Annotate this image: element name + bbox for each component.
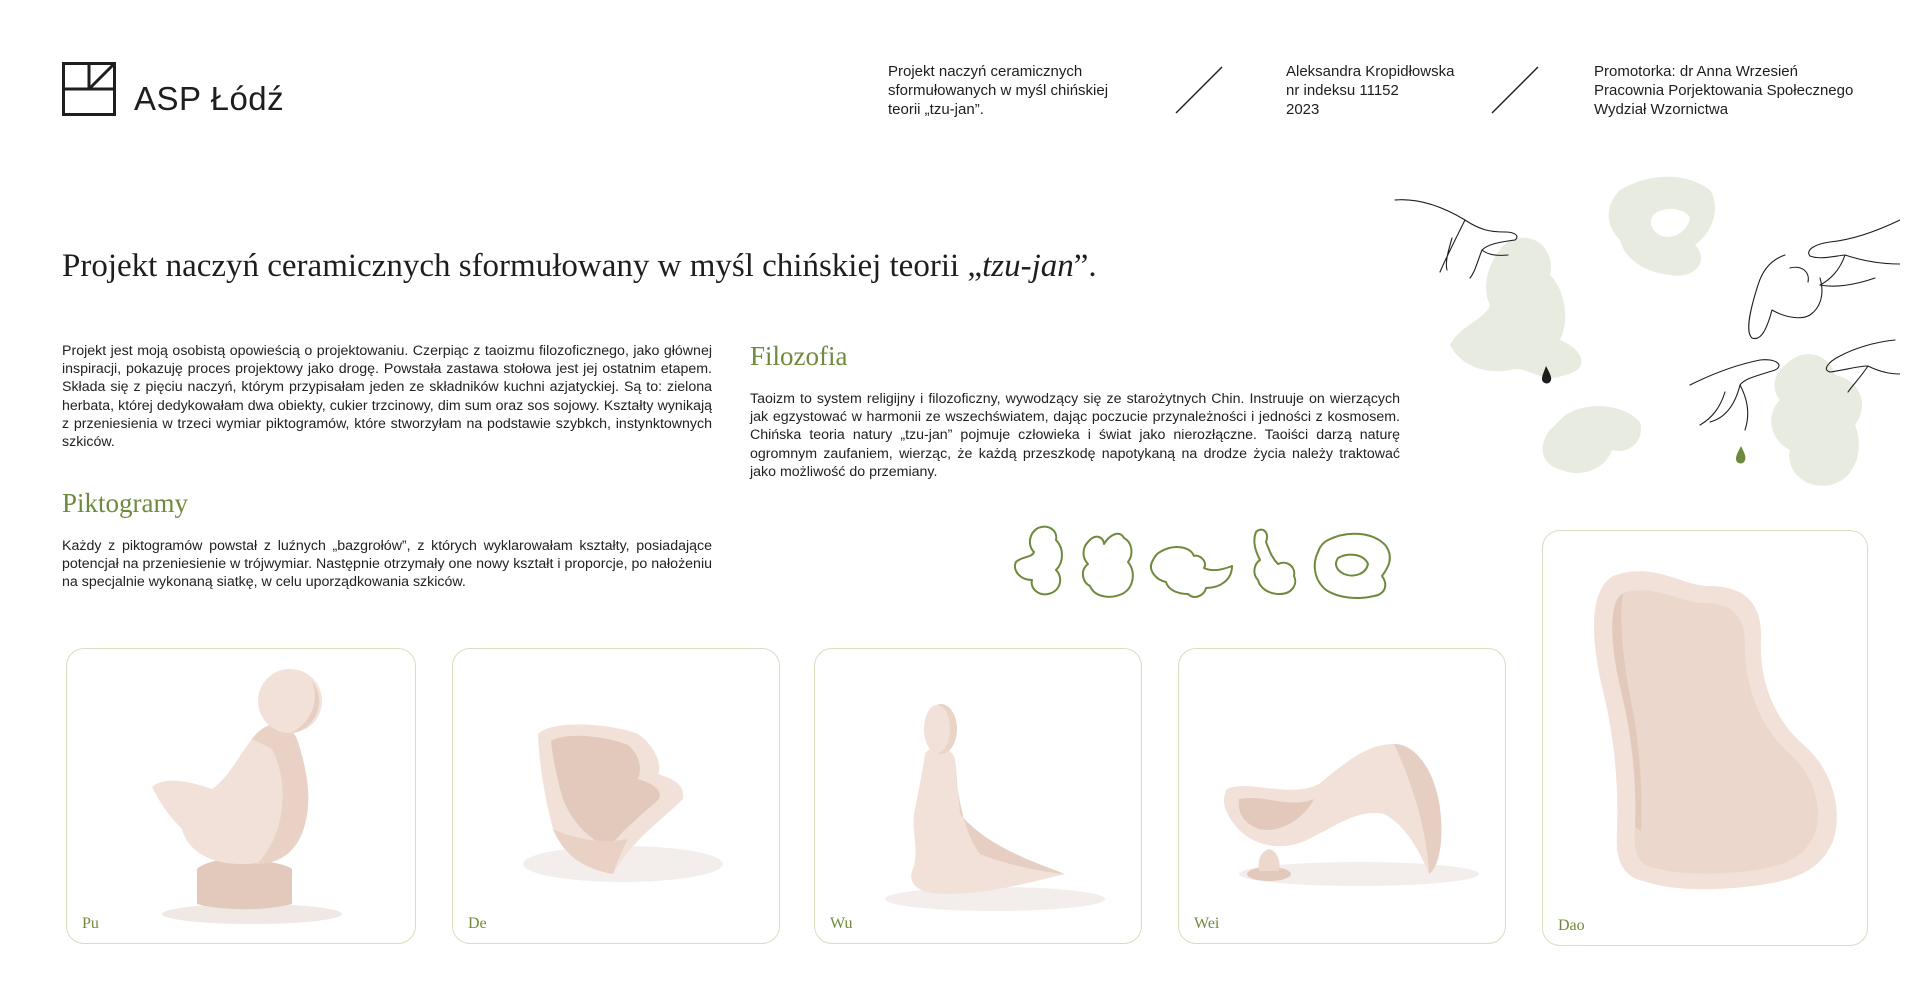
- product-render-pu: [67, 649, 415, 943]
- piktogramy-heading: Piktogramy: [62, 488, 188, 518]
- title-quote-close: ”.: [1073, 248, 1097, 284]
- product-card-wei[interactable]: [1178, 648, 1506, 944]
- intro-paragraph: Projekt jest moją osobistą opowieścią o projektowaniu. Czerpiąc z taoizmu filozoficznego, jako głównej inspiracji, pokazuję proces projektowy jako drogę. Powstała zastawa stołowa jest jej ostatnim etapem. Składa się z pięciu naczyń, którym przypisałam jeden ze składników kuchni azjatyckiej. Są to: zielona herbata, której dedykowałam dwa obiekty, cukier trzcinowy, dim sum oraz sos sojowy. Kształty wynikają z przeniesienia w trzeci wymiar piktogramów, które stworzyłam na podstawie szybkch, instynktownych szkiców.: [62, 343, 712, 451]
- title-italic: tzu-jan: [982, 248, 1074, 284]
- page-title: [62, 248, 1097, 285]
- title-text: Projekt naczyń ceramicznych sformułowany w myśl chińskiej teorii: [62, 248, 968, 284]
- product-label: Wei: [1194, 915, 1220, 932]
- header-project-info: [888, 62, 1108, 119]
- header-divider-slash: [1488, 65, 1548, 125]
- header-promoter-line: Promotorka: dr Anna Wrzesień: [1594, 63, 1798, 80]
- pictogram-wei: [1254, 530, 1295, 594]
- product-render-wei: [1179, 649, 1505, 943]
- sketch-blob: [1771, 354, 1862, 486]
- drop-icon: [1736, 446, 1745, 463]
- header-promoter-line: Wydział Wzornictwa: [1594, 101, 1729, 118]
- header-author-info: [1286, 62, 1454, 119]
- product-label: Pu: [82, 915, 99, 932]
- pictogram-dao: [1315, 534, 1390, 598]
- hand-outline: [1749, 255, 1822, 339]
- sketch-blob: [1450, 238, 1581, 378]
- pictogram-icons: [1008, 522, 1408, 602]
- pictogram-de: [1083, 534, 1133, 597]
- piktogramy-paragraph: Każdy z piktogramów powstał z luźnych „bazgrołów”, z których wyklarowałam kształty, posiadające potencjał na przeniesienie w trójwymiar. Następnie otrzymały one nowy kształt i proporcje, po nałożeniu na specjalnie wykonaną siatkę, w celu uporządkowania szkiców.: [62, 538, 712, 591]
- product-label: De: [468, 915, 487, 932]
- product-render-wu: [815, 649, 1141, 943]
- product-card-wu[interactable]: [814, 648, 1142, 944]
- sketch-blob: [1543, 406, 1641, 473]
- asp-logo: [62, 60, 284, 118]
- product-render-de: [453, 649, 779, 943]
- product-card-pu[interactable]: [66, 648, 416, 944]
- hand-outline: [1690, 360, 1779, 430]
- product-label: Dao: [1558, 917, 1585, 934]
- header-project-line: Projekt naczyń ceramicznych: [888, 63, 1083, 80]
- hands-illustration: [1390, 160, 1900, 510]
- asp-logo-icon: [62, 62, 116, 116]
- header-author-line: Aleksandra Kropidłowska: [1286, 63, 1455, 80]
- hand-outline: [1809, 220, 1900, 286]
- header-project-line: sformułowanych w myśl chińskiej: [888, 82, 1109, 99]
- filozofia-paragraph: Taoizm to system religijny i filozoficzny, wywodzący się ze starożytnych Chin. Instruuje on wierzących jak egzystować w harmonii ze wszechświatem, dając poczucie przynależności i jedności z kosmosem. Chińska teoria natury „tzu-jan” pojmuje człowieka i świat jako nierozłączne. Taoiści darzą naturę ogromnym zaufaniem, wierząc, że każdą przeszkodę napotykaną na drodze życia należy traktować jako możliwość do przemiany.: [750, 391, 1400, 480]
- header-promoter-info: [1594, 62, 1853, 119]
- pictogram-pu: [1015, 527, 1062, 595]
- product-label: Wu: [830, 915, 853, 932]
- header-divider-slash: [1172, 65, 1232, 125]
- header-project-line: teorii „tzu-jan”.: [888, 101, 984, 118]
- header-promoter-line: Pracownia Porjektowania Społecznego: [1594, 82, 1854, 99]
- product-render-dao: [1543, 531, 1867, 945]
- product-card-de[interactable]: [452, 648, 780, 944]
- logo-text: ASP Łódź: [134, 80, 285, 117]
- header-author-line: nr indeksu 11152: [1286, 82, 1399, 99]
- header-author-line: 2023: [1286, 101, 1320, 118]
- filozofia-heading: Filozofia: [750, 341, 848, 371]
- title-quote-open: „: [967, 248, 983, 284]
- pictogram-wu: [1151, 547, 1232, 597]
- product-card-dao[interactable]: [1542, 530, 1868, 946]
